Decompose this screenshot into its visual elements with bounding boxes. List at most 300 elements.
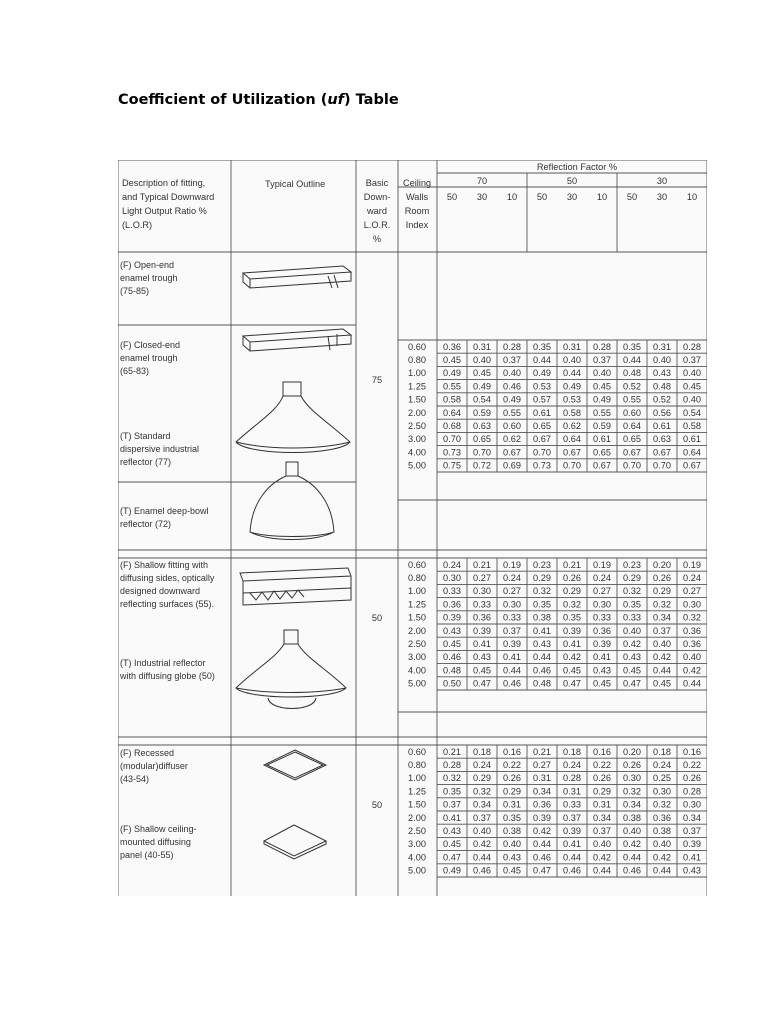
- uf-value-cell: 0.65: [593, 447, 611, 458]
- uf-value-cell: 0.18: [473, 746, 491, 757]
- fitting-description-line: (T) Industrial reflector: [120, 658, 206, 668]
- uf-value-cell: 0.64: [683, 447, 701, 458]
- basic-lor-value: 50: [371, 613, 383, 623]
- uf-value-cell: 0.62: [503, 434, 521, 445]
- uf-value-cell: 0.46: [533, 665, 551, 676]
- fitting-description-line: diffusing sides, optically: [120, 573, 215, 583]
- uf-value-cell: 0.57: [533, 394, 551, 405]
- uf-value-cell: 0.40: [653, 639, 671, 649]
- uf-value-cell: 0.26: [623, 760, 641, 770]
- uf-value-cell: 0.43: [593, 665, 611, 676]
- fitting-description-line: panel (40-55): [120, 850, 174, 860]
- uf-value-cell: 0.39: [683, 839, 701, 850]
- uf-value-cell: 0.67: [653, 447, 671, 458]
- uf-value-cell: 0.34: [683, 812, 701, 823]
- room-index-cell: 1.50: [408, 612, 426, 623]
- uf-value-cell: 0.44: [653, 665, 671, 676]
- uf-value-cell: 0.31: [593, 799, 611, 810]
- uf-value-cell: 0.27: [593, 586, 611, 597]
- room-index-cell: 3.00: [408, 839, 426, 850]
- uf-value-cell: 0.28: [503, 341, 521, 352]
- uf-value-cell: 0.40: [683, 652, 701, 663]
- uf-value-cell: 0.43: [443, 826, 461, 836]
- uf-value-cell: 0.37: [593, 826, 611, 836]
- wall-value-header: 30: [656, 192, 668, 202]
- room-index-cell: 0.60: [408, 341, 426, 352]
- uf-value-cell: 0.60: [503, 421, 521, 431]
- fitting-description-line: (65-83): [120, 366, 150, 376]
- uf-value-cell: 0.35: [533, 341, 551, 352]
- outline-header: Typical Outline: [265, 179, 326, 189]
- uf-value-cell: 0.21: [473, 559, 491, 570]
- title-suffix: ) Table: [343, 92, 399, 108]
- uf-value-cell: 0.40: [503, 839, 521, 850]
- uf-value-cell: 0.36: [593, 625, 611, 636]
- fitting-description-line: (F) Shallow fitting with: [120, 560, 209, 570]
- uf-value-cell: 0.26: [653, 573, 671, 583]
- uf-value-cell: 0.58: [683, 421, 701, 431]
- basic-lor-header-line: %: [372, 234, 382, 244]
- uf-value-cell: 0.72: [473, 460, 491, 471]
- uf-value-cell: 0.39: [443, 612, 461, 623]
- uf-value-cell: 0.21: [563, 559, 581, 570]
- uf-value-cell: 0.68: [443, 421, 461, 431]
- uf-value-cell: 0.24: [443, 559, 461, 570]
- uf-value-cell: 0.46: [503, 678, 521, 689]
- uf-value-cell: 0.20: [623, 746, 641, 757]
- uf-value-cell: 0.41: [533, 625, 551, 636]
- uf-value-cell: 0.35: [563, 612, 581, 623]
- uf-value-cell: 0.27: [683, 586, 701, 597]
- uf-value-cell: 0.31: [563, 786, 581, 797]
- uf-value-cell: 0.33: [473, 599, 491, 610]
- uf-value-cell: 0.28: [443, 760, 461, 770]
- utilization-table: [118, 160, 707, 896]
- uf-value-cell: 0.61: [653, 421, 671, 431]
- wall-value-header: 30: [476, 192, 488, 202]
- uf-value-cell: 0.61: [533, 407, 551, 418]
- wall-value-header: 10: [596, 192, 608, 202]
- uf-value-cell: 0.40: [623, 625, 641, 636]
- room-index-cell: 4.00: [408, 852, 426, 863]
- uf-value-cell: 0.30: [683, 799, 701, 810]
- room-index-cell: 1.00: [408, 773, 426, 784]
- uf-value-cell: 0.48: [443, 665, 461, 676]
- uf-value-cell: 0.65: [473, 434, 491, 445]
- uf-value-cell: 0.37: [473, 812, 491, 823]
- fitting-description-line: (modular)diffuser: [120, 761, 188, 771]
- uf-value-cell: 0.46: [623, 865, 641, 876]
- uf-value-cell: 0.35: [533, 599, 551, 610]
- uf-value-cell: 0.70: [443, 434, 461, 445]
- uf-value-cell: 0.41: [503, 652, 521, 663]
- uf-value-cell: 0.16: [503, 746, 521, 757]
- basic-lor-header-line: ward: [367, 206, 387, 216]
- room-index-cell: 0.80: [408, 760, 426, 770]
- uf-value-cell: 0.35: [443, 786, 461, 797]
- uf-value-cell: 0.33: [443, 586, 461, 597]
- title-prefix: Coefficient of Utilization (: [118, 92, 328, 108]
- uf-value-cell: 0.45: [593, 678, 611, 689]
- reflection-factor-header: Reflection Factor %: [536, 162, 618, 172]
- room-index-cell: 2.50: [408, 826, 426, 836]
- uf-value-cell: 0.58: [443, 394, 461, 405]
- uf-value-cell: 0.43: [653, 368, 671, 379]
- uf-value-cell: 0.36: [443, 341, 461, 352]
- fitting-description-line: (75-85): [120, 286, 150, 296]
- uf-value-cell: 0.70: [623, 460, 641, 471]
- uf-value-cell: 0.41: [563, 639, 581, 649]
- uf-value-cell: 0.29: [593, 786, 611, 797]
- uf-value-cell: 0.24: [653, 760, 671, 770]
- room-index-cell: 2.50: [408, 421, 426, 431]
- basic-lor-header-line: Down-: [363, 192, 391, 202]
- uf-value-cell: 0.43: [623, 652, 641, 663]
- uf-value-cell: 0.39: [563, 625, 581, 636]
- uf-value-cell: 0.38: [653, 826, 671, 836]
- uf-value-cell: 0.24: [473, 760, 491, 770]
- uf-value-cell: 0.53: [563, 394, 581, 405]
- uf-value-cell: 0.75: [443, 460, 461, 471]
- uf-value-cell: 0.22: [683, 760, 701, 770]
- uf-value-cell: 0.27: [503, 586, 521, 597]
- room-index-cell: 4.00: [408, 447, 426, 458]
- uf-value-cell: 0.28: [683, 341, 701, 352]
- uf-value-cell: 0.52: [653, 394, 671, 405]
- uf-value-cell: 0.40: [593, 368, 611, 379]
- fitting-description-line: reflector (72): [120, 519, 172, 529]
- uf-value-cell: 0.40: [563, 355, 581, 365]
- uf-value-cell: 0.41: [593, 652, 611, 663]
- room-index-header-line: Index: [405, 220, 429, 230]
- uf-value-cell: 0.37: [443, 799, 461, 810]
- uf-value-cell: 0.60: [623, 407, 641, 418]
- uf-value-cell: 0.36: [473, 612, 491, 623]
- uf-value-cell: 0.37: [683, 355, 701, 365]
- ceiling-header: Ceiling: [402, 178, 432, 188]
- wall-value-header: 50: [626, 192, 638, 202]
- uf-value-cell: 0.42: [563, 652, 581, 663]
- deep-bowl-reflector-icon: [250, 462, 334, 540]
- room-index-cell: 1.00: [408, 586, 426, 597]
- uf-value-cell: 0.29: [503, 786, 521, 797]
- uf-value-cell: 0.37: [653, 625, 671, 636]
- uf-value-cell: 0.47: [623, 678, 641, 689]
- uf-value-cell: 0.33: [593, 612, 611, 623]
- fitting-description-line: with diffusing globe (50): [120, 671, 215, 681]
- uf-value-cell: 0.30: [683, 599, 701, 610]
- uf-value-cell: 0.47: [443, 852, 461, 863]
- uf-value-cell: 0.70: [473, 447, 491, 458]
- uf-value-cell: 0.59: [473, 407, 491, 418]
- uf-value-cell: 0.37: [563, 812, 581, 823]
- uf-value-cell: 0.67: [563, 447, 581, 458]
- uf-value-cell: 0.19: [593, 559, 611, 570]
- uf-value-cell: 0.64: [443, 407, 461, 418]
- closed-end-trough-icon: [243, 329, 351, 351]
- uf-value-cell: 0.18: [563, 746, 581, 757]
- fitting-description-line: (T) Enamel deep-bowl: [120, 506, 209, 516]
- uf-value-cell: 0.38: [503, 826, 521, 836]
- uf-value-cell: 0.30: [623, 773, 641, 784]
- uf-value-cell: 0.44: [563, 368, 581, 379]
- basic-lor-header-line: Basic: [365, 178, 389, 188]
- industrial-reflector-icon: [236, 382, 350, 453]
- uf-value-cell: 0.26: [683, 773, 701, 784]
- uf-value-cell: 0.40: [653, 839, 671, 850]
- uf-value-cell: 0.44: [533, 652, 551, 663]
- uf-value-cell: 0.39: [563, 826, 581, 836]
- room-index-cell: 1.25: [408, 599, 426, 610]
- uf-value-cell: 0.48: [653, 381, 671, 392]
- uf-value-cell: 0.47: [563, 678, 581, 689]
- walls-header: Walls: [405, 192, 429, 202]
- title-italic: uf: [327, 92, 344, 108]
- uf-value-cell: 0.65: [623, 434, 641, 445]
- uf-value-cell: 0.30: [653, 786, 671, 797]
- uf-value-cell: 0.34: [593, 812, 611, 823]
- uf-value-cell: 0.55: [503, 407, 521, 418]
- uf-value-cell: 0.46: [503, 381, 521, 392]
- room-index-cell: 0.60: [408, 746, 426, 757]
- uf-value-cell: 0.44: [683, 678, 701, 689]
- uf-value-cell: 0.69: [503, 460, 521, 471]
- uf-value-cell: 0.30: [473, 586, 491, 597]
- uf-value-cell: 0.44: [623, 852, 641, 863]
- uf-value-cell: 0.41: [683, 852, 701, 863]
- uf-value-cell: 0.46: [443, 652, 461, 663]
- uf-value-cell: 0.16: [593, 746, 611, 757]
- uf-value-cell: 0.49: [563, 381, 581, 392]
- reflector-with-globe-icon: [236, 630, 346, 709]
- room-index-cell: 1.00: [408, 368, 426, 379]
- ceiling-panel-icon: [264, 825, 326, 859]
- uf-value-cell: 0.67: [533, 434, 551, 445]
- fitting-description-line: (43-54): [120, 774, 150, 784]
- uf-value-cell: 0.45: [653, 678, 671, 689]
- uf-value-cell: 0.33: [503, 612, 521, 623]
- description-header-line: (L.O.R): [122, 220, 153, 230]
- uf-value-cell: 0.49: [443, 865, 461, 876]
- uf-value-cell: 0.63: [653, 434, 671, 445]
- uf-value-cell: 0.49: [503, 394, 521, 405]
- uf-value-cell: 0.24: [503, 573, 521, 583]
- uf-value-cell: 0.45: [443, 839, 461, 850]
- uf-value-cell: 0.35: [503, 812, 521, 823]
- uf-value-cell: 0.30: [443, 573, 461, 583]
- uf-value-cell: 0.39: [593, 639, 611, 649]
- uf-value-cell: 0.40: [473, 355, 491, 365]
- room-index-cell: 3.00: [408, 434, 426, 445]
- table-header: [122, 162, 697, 244]
- wall-value-header: 30: [566, 192, 578, 202]
- uf-value-cell: 0.43: [683, 865, 701, 876]
- uf-value-cell: 0.33: [623, 612, 641, 623]
- uf-value-cell: 0.40: [593, 839, 611, 850]
- uf-value-cell: 0.23: [533, 559, 551, 570]
- uf-value-cell: 0.63: [473, 421, 491, 431]
- uf-value-cell: 0.27: [473, 573, 491, 583]
- fitting-description-line: (F) Recessed: [120, 748, 175, 758]
- uf-value-cell: 0.36: [683, 639, 701, 649]
- uf-value-cell: 0.29: [533, 573, 551, 583]
- room-index-header-line: Room: [404, 206, 430, 216]
- uf-value-cell: 0.42: [593, 852, 611, 863]
- uf-value-cell: 0.55: [623, 394, 641, 405]
- uf-value-cell: 0.54: [473, 394, 491, 405]
- uf-value-cell: 0.33: [563, 799, 581, 810]
- shallow-diffusing-fitting-icon: [240, 568, 351, 605]
- uf-value-cell: 0.43: [473, 652, 491, 663]
- uf-value-cell: 0.36: [683, 625, 701, 636]
- uf-value-cell: 0.48: [533, 678, 551, 689]
- open-end-trough-icon: [243, 266, 351, 288]
- uf-value-cell: 0.37: [503, 625, 521, 636]
- uf-value-cell: 0.45: [683, 381, 701, 392]
- uf-value-cell: 0.35: [623, 341, 641, 352]
- uf-value-cell: 0.18: [653, 746, 671, 757]
- uf-value-cell: 0.29: [563, 586, 581, 597]
- uf-value-cell: 0.24: [563, 760, 581, 770]
- uf-value-cell: 0.49: [533, 368, 551, 379]
- uf-value-cell: 0.73: [533, 460, 551, 471]
- uf-value-cell: 0.40: [623, 826, 641, 836]
- uf-value-cell: 0.55: [443, 381, 461, 392]
- uf-value-cell: 0.26: [503, 773, 521, 784]
- uf-value-cell: 0.59: [593, 421, 611, 431]
- wall-value-header: 10: [686, 192, 698, 202]
- uf-value-cell: 0.26: [563, 573, 581, 583]
- uf-value-cell: 0.61: [683, 434, 701, 445]
- room-index-cell: 5.00: [408, 460, 426, 471]
- uf-value-cell: 0.70: [653, 460, 671, 471]
- fitting-description-line: reflector (77): [120, 457, 172, 467]
- uf-value-cell: 0.39: [473, 625, 491, 636]
- uf-value-cell: 0.45: [473, 368, 491, 379]
- wall-value-header: 50: [446, 192, 458, 202]
- uf-value-cell: 0.61: [593, 434, 611, 445]
- room-index-cell: 2.00: [408, 625, 426, 636]
- uf-value-cell: 0.42: [623, 639, 641, 649]
- room-index-cell: 0.80: [408, 355, 426, 365]
- uf-value-cell: 0.44: [533, 355, 551, 365]
- document-title: [118, 92, 399, 108]
- uf-value-cell: 0.38: [533, 612, 551, 623]
- uf-value-cell: 0.42: [473, 839, 491, 850]
- fitting-descriptions: [119, 260, 215, 860]
- uf-value-cell: 0.67: [683, 460, 701, 471]
- room-index-cell: 2.00: [408, 407, 426, 418]
- uf-value-cell: 0.54: [683, 407, 701, 418]
- uf-value-cell: 0.44: [563, 852, 581, 863]
- uf-value-cell: 0.70: [533, 447, 551, 458]
- uf-value-cell: 0.36: [653, 812, 671, 823]
- uf-value-cell: 0.19: [503, 559, 521, 570]
- fitting-description-line: (T) Standard: [120, 431, 171, 441]
- room-index-cell: 5.00: [408, 678, 426, 689]
- uf-value-cell: 0.46: [533, 852, 551, 863]
- uf-value-cell: 0.37: [593, 355, 611, 365]
- uf-value-cell: 0.32: [653, 799, 671, 810]
- uf-value-cell: 0.44: [623, 355, 641, 365]
- uf-value-cell: 0.43: [503, 852, 521, 863]
- uf-value-cell: 0.42: [653, 852, 671, 863]
- uf-value-cell: 0.40: [683, 368, 701, 379]
- uf-value-cell: 0.47: [533, 865, 551, 876]
- uf-value-cell: 0.16: [683, 746, 701, 757]
- uf-value-cell: 0.32: [623, 786, 641, 797]
- basic-lor-header-line: L.O.R.: [363, 220, 391, 230]
- room-index-cell: 3.00: [408, 652, 426, 663]
- uf-value-cell: 0.34: [653, 612, 671, 623]
- uf-value-cell: 0.45: [443, 639, 461, 649]
- uf-value-cell: 0.31: [533, 773, 551, 784]
- uf-value-cell: 0.42: [683, 665, 701, 676]
- uf-value-cell: 0.22: [593, 760, 611, 770]
- uf-value-cell: 0.24: [683, 573, 701, 583]
- ceiling-value-header: 30: [656, 176, 668, 186]
- uf-value-cell: 0.40: [653, 355, 671, 365]
- uf-value-cell: 0.45: [593, 381, 611, 392]
- wall-value-header: 50: [536, 192, 548, 202]
- room-index-cell: 0.80: [408, 573, 426, 583]
- wall-value-header: 10: [506, 192, 518, 202]
- uf-value-cell: 0.67: [623, 447, 641, 458]
- fitting-description-line: enamel trough: [120, 353, 178, 363]
- uf-value-cell: 0.44: [533, 839, 551, 850]
- recessed-diffuser-icon: [264, 750, 326, 780]
- uf-value-cell: 0.32: [683, 612, 701, 623]
- uf-value-cell: 0.39: [533, 812, 551, 823]
- uf-value-cell: 0.44: [473, 852, 491, 863]
- uf-value-cell: 0.44: [503, 665, 521, 676]
- uf-value-cell: 0.29: [623, 573, 641, 583]
- uf-value-cell: 0.43: [533, 639, 551, 649]
- uf-value-cell: 0.26: [593, 773, 611, 784]
- uf-value-cell: 0.73: [443, 447, 461, 458]
- uf-value-cell: 0.31: [473, 341, 491, 352]
- fitting-description-line: designed downward: [120, 586, 201, 596]
- uf-value-cell: 0.52: [623, 381, 641, 392]
- uf-value-cell: 0.28: [683, 786, 701, 797]
- uf-value-cell: 0.49: [593, 394, 611, 405]
- uf-value-cell: 0.64: [623, 421, 641, 431]
- uf-value-cell: 0.28: [593, 341, 611, 352]
- uf-value-cell: 0.37: [683, 826, 701, 836]
- uf-value-cell: 0.32: [473, 786, 491, 797]
- uf-value-cell: 0.65: [533, 421, 551, 431]
- uf-value-cell: 0.39: [503, 639, 521, 649]
- uf-value-cell: 0.45: [563, 665, 581, 676]
- basic-lor-value: 50: [371, 800, 383, 810]
- uf-value-cell: 0.29: [473, 773, 491, 784]
- uf-value-cell: 0.29: [653, 586, 671, 597]
- fitting-description-line: dispersive industrial: [120, 444, 200, 454]
- uf-value-cell: 0.23: [623, 559, 641, 570]
- uf-value-cell: 0.31: [503, 799, 521, 810]
- uf-value-cell: 0.67: [503, 447, 521, 458]
- basic-lor-value: 75: [371, 375, 383, 385]
- uf-value-cell: 0.31: [653, 341, 671, 352]
- uf-value-cell: 0.45: [443, 355, 461, 365]
- ceiling-value-header: 50: [566, 176, 578, 186]
- table-values: [372, 342, 701, 876]
- utilization-table-svg: [118, 160, 707, 896]
- uf-value-cell: 0.64: [563, 434, 581, 445]
- uf-value-cell: 0.31: [563, 341, 581, 352]
- uf-value-cell: 0.42: [533, 826, 551, 836]
- uf-value-cell: 0.20: [653, 559, 671, 570]
